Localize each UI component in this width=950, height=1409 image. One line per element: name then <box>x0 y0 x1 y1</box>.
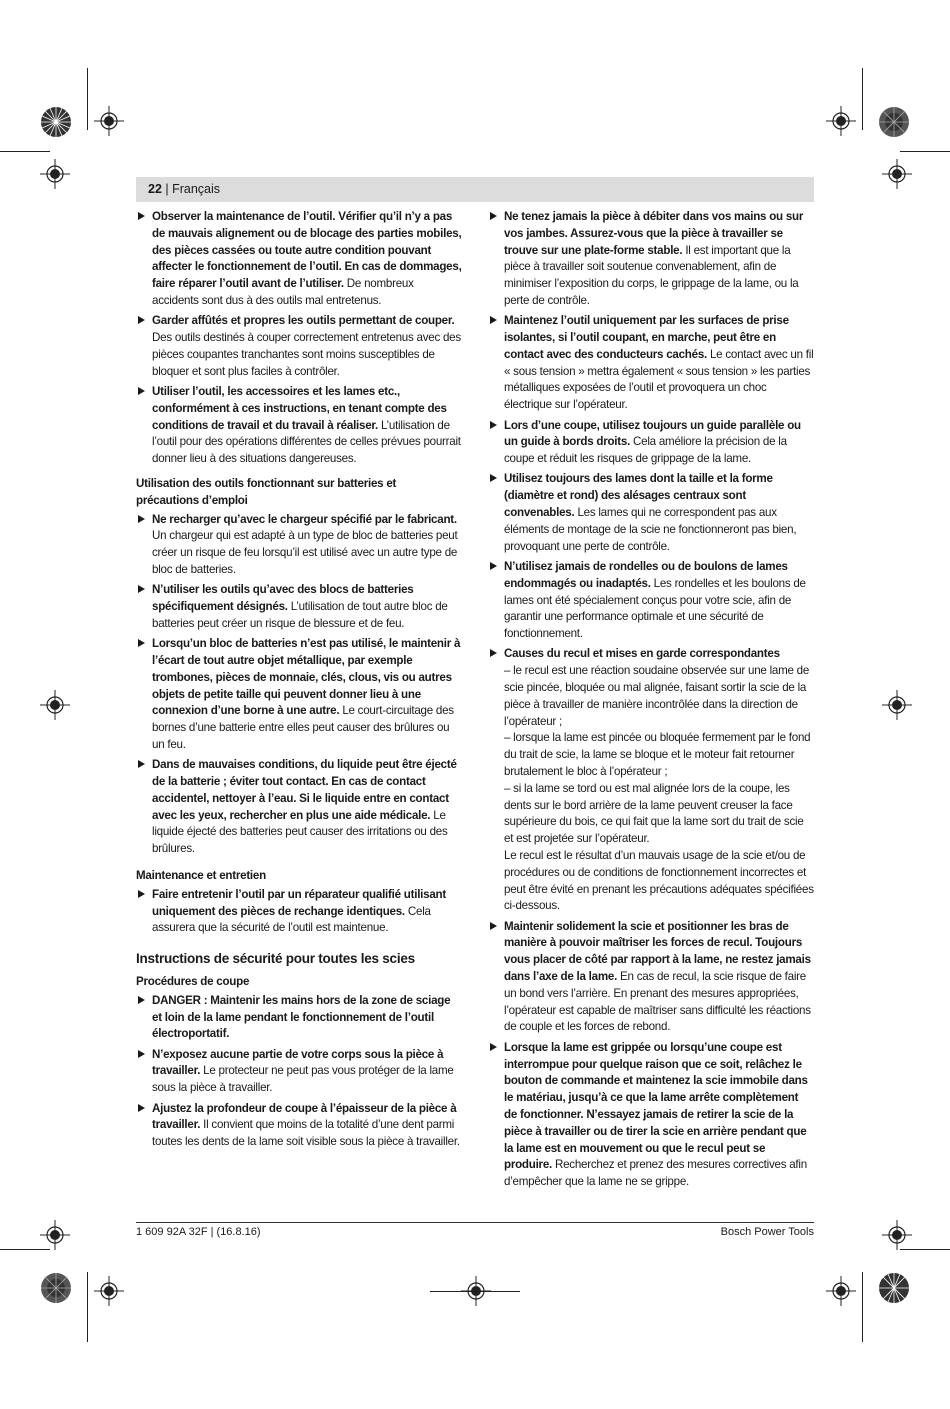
list-item-bold: DANGER : Maintenir les mains hors de la zone de sciage et loin de la lame pendant le fonctionnement de l’outil électroportatif. <box>152 993 451 1041</box>
registration-mark-icon <box>882 690 912 720</box>
registration-mark-icon <box>94 106 124 136</box>
list-item-bold: Faire entretenir l’outil par un réparateur qualifié utilisant uniquement des pièces de rechange identiques. <box>152 887 446 918</box>
bullet-triangle-icon <box>490 212 497 220</box>
registration-mark-icon <box>882 159 912 189</box>
bullet-triangle-icon <box>138 996 145 1004</box>
bullet-triangle-icon <box>490 474 497 482</box>
registration-mark-icon <box>40 159 70 189</box>
list-item-text: Le court-circuitage des bornes d’une batterie entre elles peut causer des brûlures ou un feu. <box>152 704 454 751</box>
list-item <box>488 471 814 555</box>
list-item <box>488 559 814 643</box>
kickback-line: – lorsque la lame est pincée ou bloquée fermement par le fond du trait de scie, la lame se bloque et le moteur fait retourner brutalement le bloc à l’opérateur ; <box>504 731 811 778</box>
list-item-bold: Ajustez la profondeur de coupe à l’épaisseur de la pièce à travailler. <box>152 1101 457 1132</box>
bullet-triangle-icon <box>138 585 145 593</box>
registration-mark-icon <box>40 106 72 138</box>
header-separator: | <box>161 182 173 196</box>
list-item-bold: Ne tenez jamais la pièce à débiter dans vos mains ou sur vos jambes. Assurez-vous que la pièce à travailler se trouve sur une plate-forme stable. <box>504 210 804 257</box>
bullet-triangle-icon <box>138 1050 145 1058</box>
list-item-bold: Lorsqu’un bloc de batteries n’est pas utilisé, le maintenir à l’écart de tout autre objet métallique, par exemple trombones, pièces de monnaie, clés, clous, vis ou autres objets de petite taille qui peuvent donner lieu à une connexion d’une borne à une autre. <box>152 637 461 718</box>
bullet-triangle-icon <box>490 1043 497 1051</box>
kickback-line: – si la lame se tord ou est mal alignée lors de la coupe, les dents sur le bord arrière de la lame peuvent creuser la face supérieure du bois, ce qui fait que la lame sort du trait de scie et est projetée sur l’opérateur. <box>504 781 804 846</box>
list-item-bold: Maintenir solidement la scie et positionner les bras de manière à pouvoir maîtriser les forces de recul. Toujours vous placer de côté par rapport à la lame, ne restez jamais dans l’axe de la lame. <box>504 919 811 984</box>
header-language: Français <box>172 182 221 196</box>
bullet-triangle-icon <box>138 639 145 647</box>
list-item-text: Les lames qui ne correspondent pas aux éléments de montage de la scie ne fonctionneront pas bien, provoquant une perte de contrôle. <box>504 506 797 553</box>
list-item <box>136 636 462 754</box>
registration-mark-icon <box>40 1220 70 1250</box>
list-item <box>488 1040 814 1191</box>
list-item-bold: Utilisez toujours des lames dont la taille et la forme (diamètre et rond) des alésages centraux sont convenables. <box>504 472 773 520</box>
list-item-text: Le protecteur ne peut pas vous protéger de la lame sous la pièce à travailler. <box>152 1064 454 1095</box>
page-header-bar <box>136 177 814 202</box>
list-item-bold: N’utilisez jamais de rondelles ou de boulons de lames endommagés ou inadaptés. <box>504 559 788 590</box>
list-item-text: L’utilisation de l’outil pour des opérations différentes de celles prévues pourrait donner lieu à des situations dangereuses. <box>152 418 461 466</box>
bullet-triangle-icon <box>490 316 497 324</box>
list-item-text: Des outils destinés à couper correctement entretenus avec des pièces coupantes tranchantes sont moins susceptibles de bloquer et sont plus faciles à contrôler. <box>152 331 461 378</box>
list-item-text: De nombreux accidents sont dus à des outils mal entretenus. <box>152 277 414 307</box>
list-item-text: Cela assurera que la sécurité de l’outil est maintenue. <box>152 904 431 935</box>
list-item-text: Les rondelles et les boulons de lames ont été spécialement conçus pour votre scie, afin de garantir une performance optimale et une sécurité de fonctionnement. <box>504 576 806 641</box>
footer-brand: Bosch Power Tools <box>720 1226 814 1238</box>
bullet-triangle-icon <box>138 316 145 324</box>
bullet-triangle-icon <box>490 562 497 570</box>
list-item-kickback <box>488 646 814 915</box>
list-item-text: L’utilisation de tout autre bloc de batteries peut créer un risque de blessure et de feu. <box>152 600 448 630</box>
list-item-text: Le contact avec un fil « sous tension » mettra également « sous tension » les parties métalliques exposées de l’outil et provoquera un choc électrique sur l’opérateur. <box>504 347 814 412</box>
list-item <box>136 384 462 468</box>
list-item-text: Il convient que moins de la totalité d’une dent parmi toutes les dents de la lame soit visible sous la pièce à travailler. <box>152 1118 460 1149</box>
list-item <box>488 919 814 1037</box>
page-header <box>148 181 220 197</box>
list-item <box>136 1101 462 1151</box>
subheading-cutting: Procédures de coupe <box>136 974 250 988</box>
right-column <box>488 209 814 1194</box>
list-item <box>136 1047 462 1097</box>
list-item-text: Un chargeur qui est adapté à un type de bloc de batteries peut créer un risque de feu lorsqu’il est utilisé avec un autre type de bloc de batteries. <box>152 529 458 576</box>
list-item-bold: N’exposez aucune partie de votre corps sous la pièce à travailler. <box>152 1047 444 1078</box>
list-group <box>136 209 462 468</box>
list-item-bold: Garder affûtés et propres les outils permettant de couper. <box>152 314 455 328</box>
left-column <box>136 209 462 1154</box>
list-item-bold: Ne recharger qu’avec le chargeur spécifié par le fabricant. <box>152 512 457 526</box>
footer-document-code: 1 609 92A 32F | (16.8.16) <box>136 1226 261 1238</box>
subheading-maintenance: Maintenance et entretien <box>136 868 266 882</box>
registration-mark-icon <box>40 1272 72 1304</box>
bullet-triangle-icon <box>138 212 145 220</box>
list-item-text: En cas de recul, la scie risque de faire un bond vers l’arrière. En prenant des mesures appropriées, l’opérateur est capable de maîtriser sans difficulté les réactions de couple et les forces de rebond. <box>504 970 811 1034</box>
list-item-bold: Observer la maintenance de l’outil. Vérifier qu’il n’y a pas de mauvais alignement ou de blocage des parties mobiles, des pièces cassées ou toute autre condition pouvant affecter le fonctionnement de l’outil. En cas de dommages, faire réparer l’outil avant de l’utiliser. <box>152 210 462 291</box>
bullet-triangle-icon <box>490 421 497 429</box>
list-item <box>136 757 462 858</box>
bullet-triangle-icon <box>490 649 497 657</box>
list-item-bold: Lors d’une coupe, utilisez toujours un guide parallèle ou un guide à bords droits. <box>504 418 801 449</box>
kickback-line: Le recul est le résultat d’un mauvais usage de la scie et/ou de procédures ou de conditions de fonctionnement incorrectes et peut être évité en prenant les précautions adéquates spécifiées ci-dessous. <box>504 848 814 913</box>
list-item <box>488 209 814 310</box>
list-item-bold: Utiliser l’outil, les accessoires et les lames etc., conformément à ces instructions, en tenant compte des conditions de travail et du travail à réaliser. <box>152 384 447 432</box>
registration-mark-icon <box>882 1220 912 1250</box>
registration-mark-icon <box>826 1276 856 1306</box>
footer-rule <box>136 1222 814 1223</box>
bullet-triangle-icon <box>138 1104 145 1112</box>
bullet-triangle-icon <box>138 760 145 768</box>
list-item <box>488 418 814 468</box>
section-title: Instructions de sécurité pour toutes les scies <box>136 951 415 967</box>
list-item-text: Le liquide éjecté des batteries peut causer des irritations ou des brûlures. <box>152 808 448 856</box>
registration-mark-icon <box>40 690 70 720</box>
list-item <box>136 993 462 1043</box>
subheading-battery: Utilisation des outils fonctionnant sur batteries et précautions d’emploi <box>136 476 397 507</box>
list-group <box>488 209 814 643</box>
list-group <box>136 887 462 937</box>
list-item <box>136 582 462 632</box>
list-group <box>136 993 462 1151</box>
list-item <box>488 313 814 414</box>
bullet-triangle-icon <box>138 387 145 395</box>
list-group <box>136 512 462 858</box>
bullet-triangle-icon <box>490 922 497 930</box>
list-item <box>136 887 462 937</box>
kickback-lines <box>504 663 814 915</box>
list-group <box>488 919 814 1191</box>
kickback-line: – le recul est une réaction soudaine observée sur une lame de scie pincée, bloquée ou mal alignée, faisant sortir la scie de la pièce à travailler de manière incontrôlée dans la direction de l’opérateur ; <box>504 664 810 728</box>
page-number: 22 <box>148 182 162 196</box>
list-item-bold: N’utiliser les outils qu’avec des blocs de batteries spécifiquement désignés. <box>152 583 414 614</box>
registration-mark-icon <box>878 106 910 138</box>
bullet-triangle-icon <box>138 890 145 898</box>
list-item-text: Il est important que la pièce à travailler soit soutenue convenablement, afin de minimiser l’exposition du corps, le grippage de la lame, ou la perte de contrôle. <box>504 243 799 307</box>
crop-line <box>430 1291 520 1292</box>
list-item-bold: Maintenez l’outil uniquement par les surfaces de prise isolantes, si l’outil coupant, en marche, peut être en contact avec des conducteurs cachés. <box>504 314 789 361</box>
list-item-text: Recherchez et prenez des mesures correctives afin d’empêcher que la lame ne se grippe. <box>504 1158 807 1189</box>
bullet-triangle-icon <box>138 515 145 523</box>
registration-mark-icon <box>826 106 856 136</box>
list-item <box>136 512 462 579</box>
registration-mark-icon <box>94 1276 124 1306</box>
registration-mark-icon <box>878 1272 910 1304</box>
list-item-bold: Dans de mauvaises conditions, du liquide peut être éjecté de la batterie ; éviter tout contact. En cas de contact accidentel, nettoyer à l’eau. Si le liquide entre en contact avec les yeux, rechercher en plus une aide médicale. <box>152 758 457 822</box>
kickback-title: Causes du recul et mises en garde correspondantes <box>504 647 780 661</box>
list-item <box>136 313 462 380</box>
list-item <box>136 209 462 310</box>
list-item-text: Cela améliore la précision de la coupe et réduit les risques de grippage de la lame. <box>504 435 787 466</box>
list-item-bold: Lorsque la lame est grippée ou lorsqu’une coupe est interrompue pour quelque raison que ce soit, relâchez le bouton de commande et maintenez la scie immobile dans le matériau, jusqu’à ce que la lame arrête complètement de fonctionner. N’essayez jamais de retirer la scie de la pièce à travailler ou de tirer la scie en arrière pendant que la lame est en mouvement ou que le recul peut se produire. <box>504 1040 808 1172</box>
